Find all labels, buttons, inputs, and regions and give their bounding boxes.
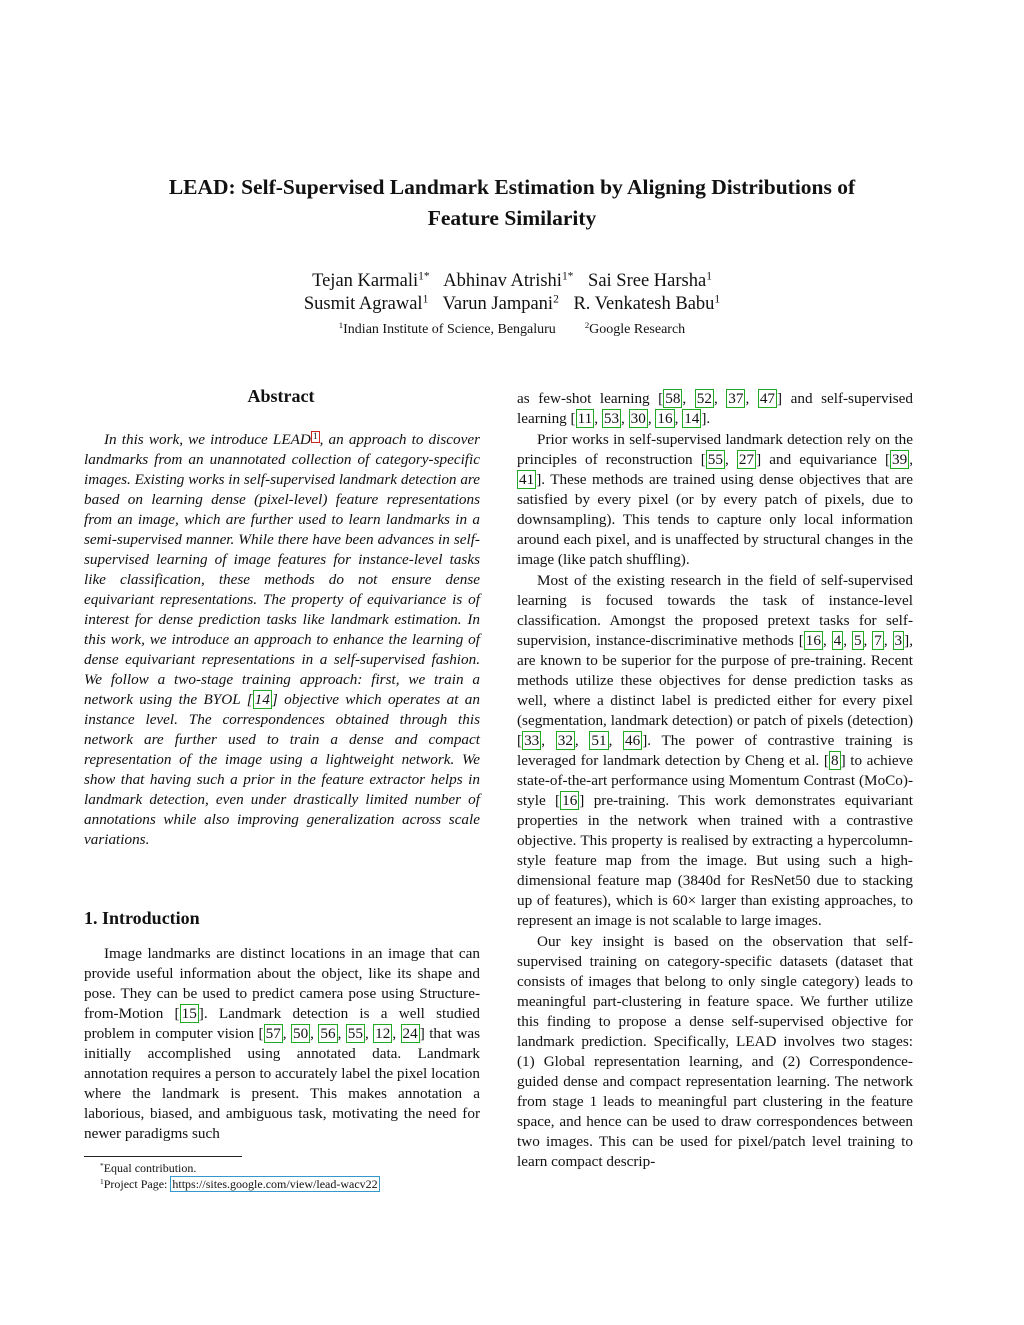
citation-link[interactable]: 16 [562, 792, 578, 809]
footnote-equal-contribution [84, 1160, 484, 1176]
footnote-mark: * [100, 1160, 104, 1170]
body-text: Image landmarks are distinct locations in an image that can provide useful information about the object, like its shape and pose. They can be used to predict camera pose using Structure-from-Motion [ [84, 945, 480, 1022]
citation-link[interactable]: 16 [805, 632, 821, 649]
citation-link[interactable]: 56 [320, 1025, 336, 1042]
author-row-2 [80, 293, 944, 316]
body-text: ] that was initially accomplished using annotated data. Landmark annotation requires a person to accurately label the pixel location where the landmark is present. This makes annotation a laborious, biased, and ambiguous task, motivating the need for newer paradigms such [84, 1025, 480, 1142]
section-heading-introduction: 1. Introduction [84, 908, 200, 928]
citation-link[interactable]: 33 [524, 732, 540, 749]
right-column [517, 389, 913, 1172]
citation-link[interactable]: 53 [603, 410, 620, 427]
citation-link[interactable]: 16 [657, 410, 673, 427]
body-text: Our key insight is based on the observation that self-supervised training on category-specific datasets (dataset that consists of images that belong to only single category) leads to meaningful part-clustering in feature space. We further utilize this finding to propose a dense self-supervised objective for landmark prediction. Specifically, LEAD involves two stages: (1) Global representation learning, and (2) Correspondence-guided dense and compact representation learning. The network from stage 1 leads to meaningful part clustering in the feature space, and hence can be used to draw correspondences between two images. This can be used for pixel/patch level training to learn compact descrip- [517, 933, 913, 1170]
citation-group: 58 , 52 , 37 , 47 [665, 390, 776, 407]
citation-link[interactable]: 3 [894, 632, 903, 649]
citation-link[interactable]: 52 [696, 390, 712, 407]
abstract-text: , an approach to discover landmarks from an unannotated collection of category-specific images. Existing works in self-supervised landmark detection are based on learning dense (pixel-level) feature representations from an image, which are further used to learn landmarks in a semi-supervised manner. While there have been advances in self-supervised learning of image features for instance-level tasks like classification, these methods do not ensure dense equivariant representations. The property of equivariance is of interest for dense prediction tasks like landmark estimation. In this work, we introduce an approach to enhance the learning of dense equivariant representations in a self-supervised fashion. We follow a two-stage training approach: first, we train a network using the BYOL [ [84, 431, 480, 708]
abstract-paragraph [84, 430, 480, 850]
author-mark: 1 [714, 293, 721, 306]
body-text: ], are known to be superior for the purpose of pre-training. Recent methods utilize these objectives for dense prediction tasks as well, where a distinct label is predicted either for every pixel (segmentation, landmark detection) or patch of pixels (detection) [ [517, 632, 913, 749]
body-text: ] pre-training. This work demonstrates equivariant properties in the network when trained with a contrastive objective. This property is realised by extracting a hypercolumn-style feature map from the image. But using such a high-dimensional feature map (3840d for ResNet50 due to stacking up of features), which is 60× larger than existing approaches, to represent an image is not scalable to large images. [517, 792, 913, 929]
citation-link[interactable]: 12 [375, 1025, 391, 1042]
citation-link[interactable]: 27 [738, 451, 755, 468]
author-name: Sai Sree Harsha [588, 271, 707, 291]
citation-group: 57 , 50 , 56 , 55 , 12 , 24 [265, 1025, 418, 1042]
author-mark: 1* [561, 270, 574, 283]
body-text: as few-shot learning [ [517, 390, 664, 407]
body-text: ] and equivariance [ [756, 451, 891, 468]
citation-link[interactable]: 37 [728, 390, 744, 407]
paragraph [517, 571, 913, 931]
citation-link[interactable]: 50 [292, 1025, 309, 1042]
citation-group: 33 , 32 , 51 , 46 [524, 732, 641, 749]
paper-title-line-1: LEAD: Self-Supervised Landmark Estimation by Aligning Distributions of [168, 175, 856, 199]
citation-link[interactable]: 46 [625, 732, 641, 749]
author-name: Susmit Agrawal [303, 294, 423, 314]
citation-link[interactable]: 5 [853, 632, 862, 649]
paper-title-line-2: Feature Similarity [427, 206, 597, 230]
citation-link[interactable]: 57 [265, 1025, 281, 1042]
citation-link[interactable]: 14 [684, 410, 700, 427]
author-mark: 1 [422, 293, 429, 306]
paragraph [517, 430, 913, 570]
abstract-heading: Abstract [247, 386, 315, 406]
affiliations [80, 321, 944, 339]
abstract-text: ] objective which operates at an instance level. The correspondences obtained through this network are further used to train a dense and compact representation of the image using a lightweight network. We show that having such a prior in the feature extractor helps in landmark detection, even under drastically limited number of annotations while also improving generalization across scale variations. [84, 691, 480, 848]
body-text: ] and self-supervised learning [ [517, 390, 914, 427]
paragraph [517, 932, 913, 1172]
intro-body [84, 944, 480, 1144]
author-name: R. Venkatesh Babu [573, 294, 715, 314]
citation-group: 16 , 4 , 5 , 7 , 3 [805, 632, 903, 649]
footnote-text: Equal contribution. [103, 1161, 197, 1175]
project-page-link[interactable]: https://sites.google.com/view/lead-wacv22 [172, 1177, 378, 1191]
body-text: Prior works in self-supervised landmark detection rely on the principles of reconstruction [ [517, 431, 913, 468]
citation-link[interactable]: 24 [402, 1025, 418, 1042]
citation-group: 11 , 53 , 30 , 16 , 14 [577, 410, 700, 427]
paragraph [517, 389, 913, 429]
citation-link[interactable]: 11 [577, 410, 593, 427]
body-text: ]. Landmark detection is a well studied problem in computer vision [ [84, 1005, 480, 1042]
footnotes [84, 1160, 484, 1192]
affiliation-name: Indian Institute of Science, Bengaluru [343, 322, 556, 337]
abstract-text: In this work, we introduce LEAD [104, 431, 311, 448]
citation-link[interactable]: 55 [707, 451, 723, 468]
citation-link[interactable]: 51 [591, 732, 607, 749]
citation-link[interactable]: 47 [759, 390, 776, 407]
footnote-link[interactable]: 1 [312, 431, 318, 442]
citation-link[interactable]: 30 [630, 410, 646, 427]
body-text: Most of the existing research in the field of self-supervised learning is focused towards the task of instance-level classification. Amongst the proposed pretext tasks for self-supervision, instance-discriminative methods [ [517, 572, 913, 649]
citation-link[interactable]: 7 [874, 632, 882, 649]
author-name: Abhinav Atrishi [443, 271, 562, 291]
author-list [80, 270, 944, 316]
author-row-1 [80, 270, 944, 293]
author-name: Tejan Karmali [312, 271, 419, 291]
abstract-body [84, 430, 480, 850]
affiliation-name: Google Research [589, 322, 686, 337]
citation-link[interactable]: 41 [519, 471, 535, 488]
citation-group: 39 , 41 [519, 451, 913, 488]
citation-link[interactable]: 55 [347, 1025, 363, 1042]
footnote-project-page [84, 1176, 484, 1192]
citation-link[interactable]: 15 [181, 1005, 197, 1022]
intro-paragraph [84, 944, 480, 1144]
citation-link[interactable]: 32 [557, 732, 573, 749]
footnote-text: Project Page: [103, 1177, 171, 1191]
citation-link[interactable]: 58 [665, 390, 681, 407]
affiliation-mark: 1 [338, 320, 344, 331]
citation-link[interactable]: 39 [892, 451, 908, 468]
citation-link[interactable]: 14 [254, 691, 270, 708]
body-text: ]. The power of contrastive training is leveraged for landmark detection by Cheng et al. [ [517, 732, 914, 769]
affiliation-mark: 2 [584, 320, 590, 331]
footnote-mark: 1 [100, 1176, 104, 1186]
paper-title [80, 172, 944, 234]
body-text: ]. These methods are trained using dense objectives that are satisfied by every pixel (or by every patch of pixels, due to downsampling). This tends to capture only local information around each pixel, and is unaffected by structural changes in the image (like patch shuffling). [517, 471, 913, 568]
footnote-divider [84, 1156, 242, 1157]
body-text: ] to achieve state-of-the-art performance using Momentum Contrast (MoCo)-style [ [517, 752, 913, 809]
author-mark: 2 [553, 293, 559, 306]
author-mark: 1 [706, 270, 712, 283]
citation-link[interactable]: 8 [831, 752, 839, 769]
body-text: ]. [701, 410, 711, 427]
citation-link[interactable]: 4 [833, 632, 842, 649]
citation-group: 55 , 27 [707, 451, 755, 468]
author-name: Varun Jampani [442, 294, 554, 314]
author-mark: 1* [418, 270, 430, 283]
